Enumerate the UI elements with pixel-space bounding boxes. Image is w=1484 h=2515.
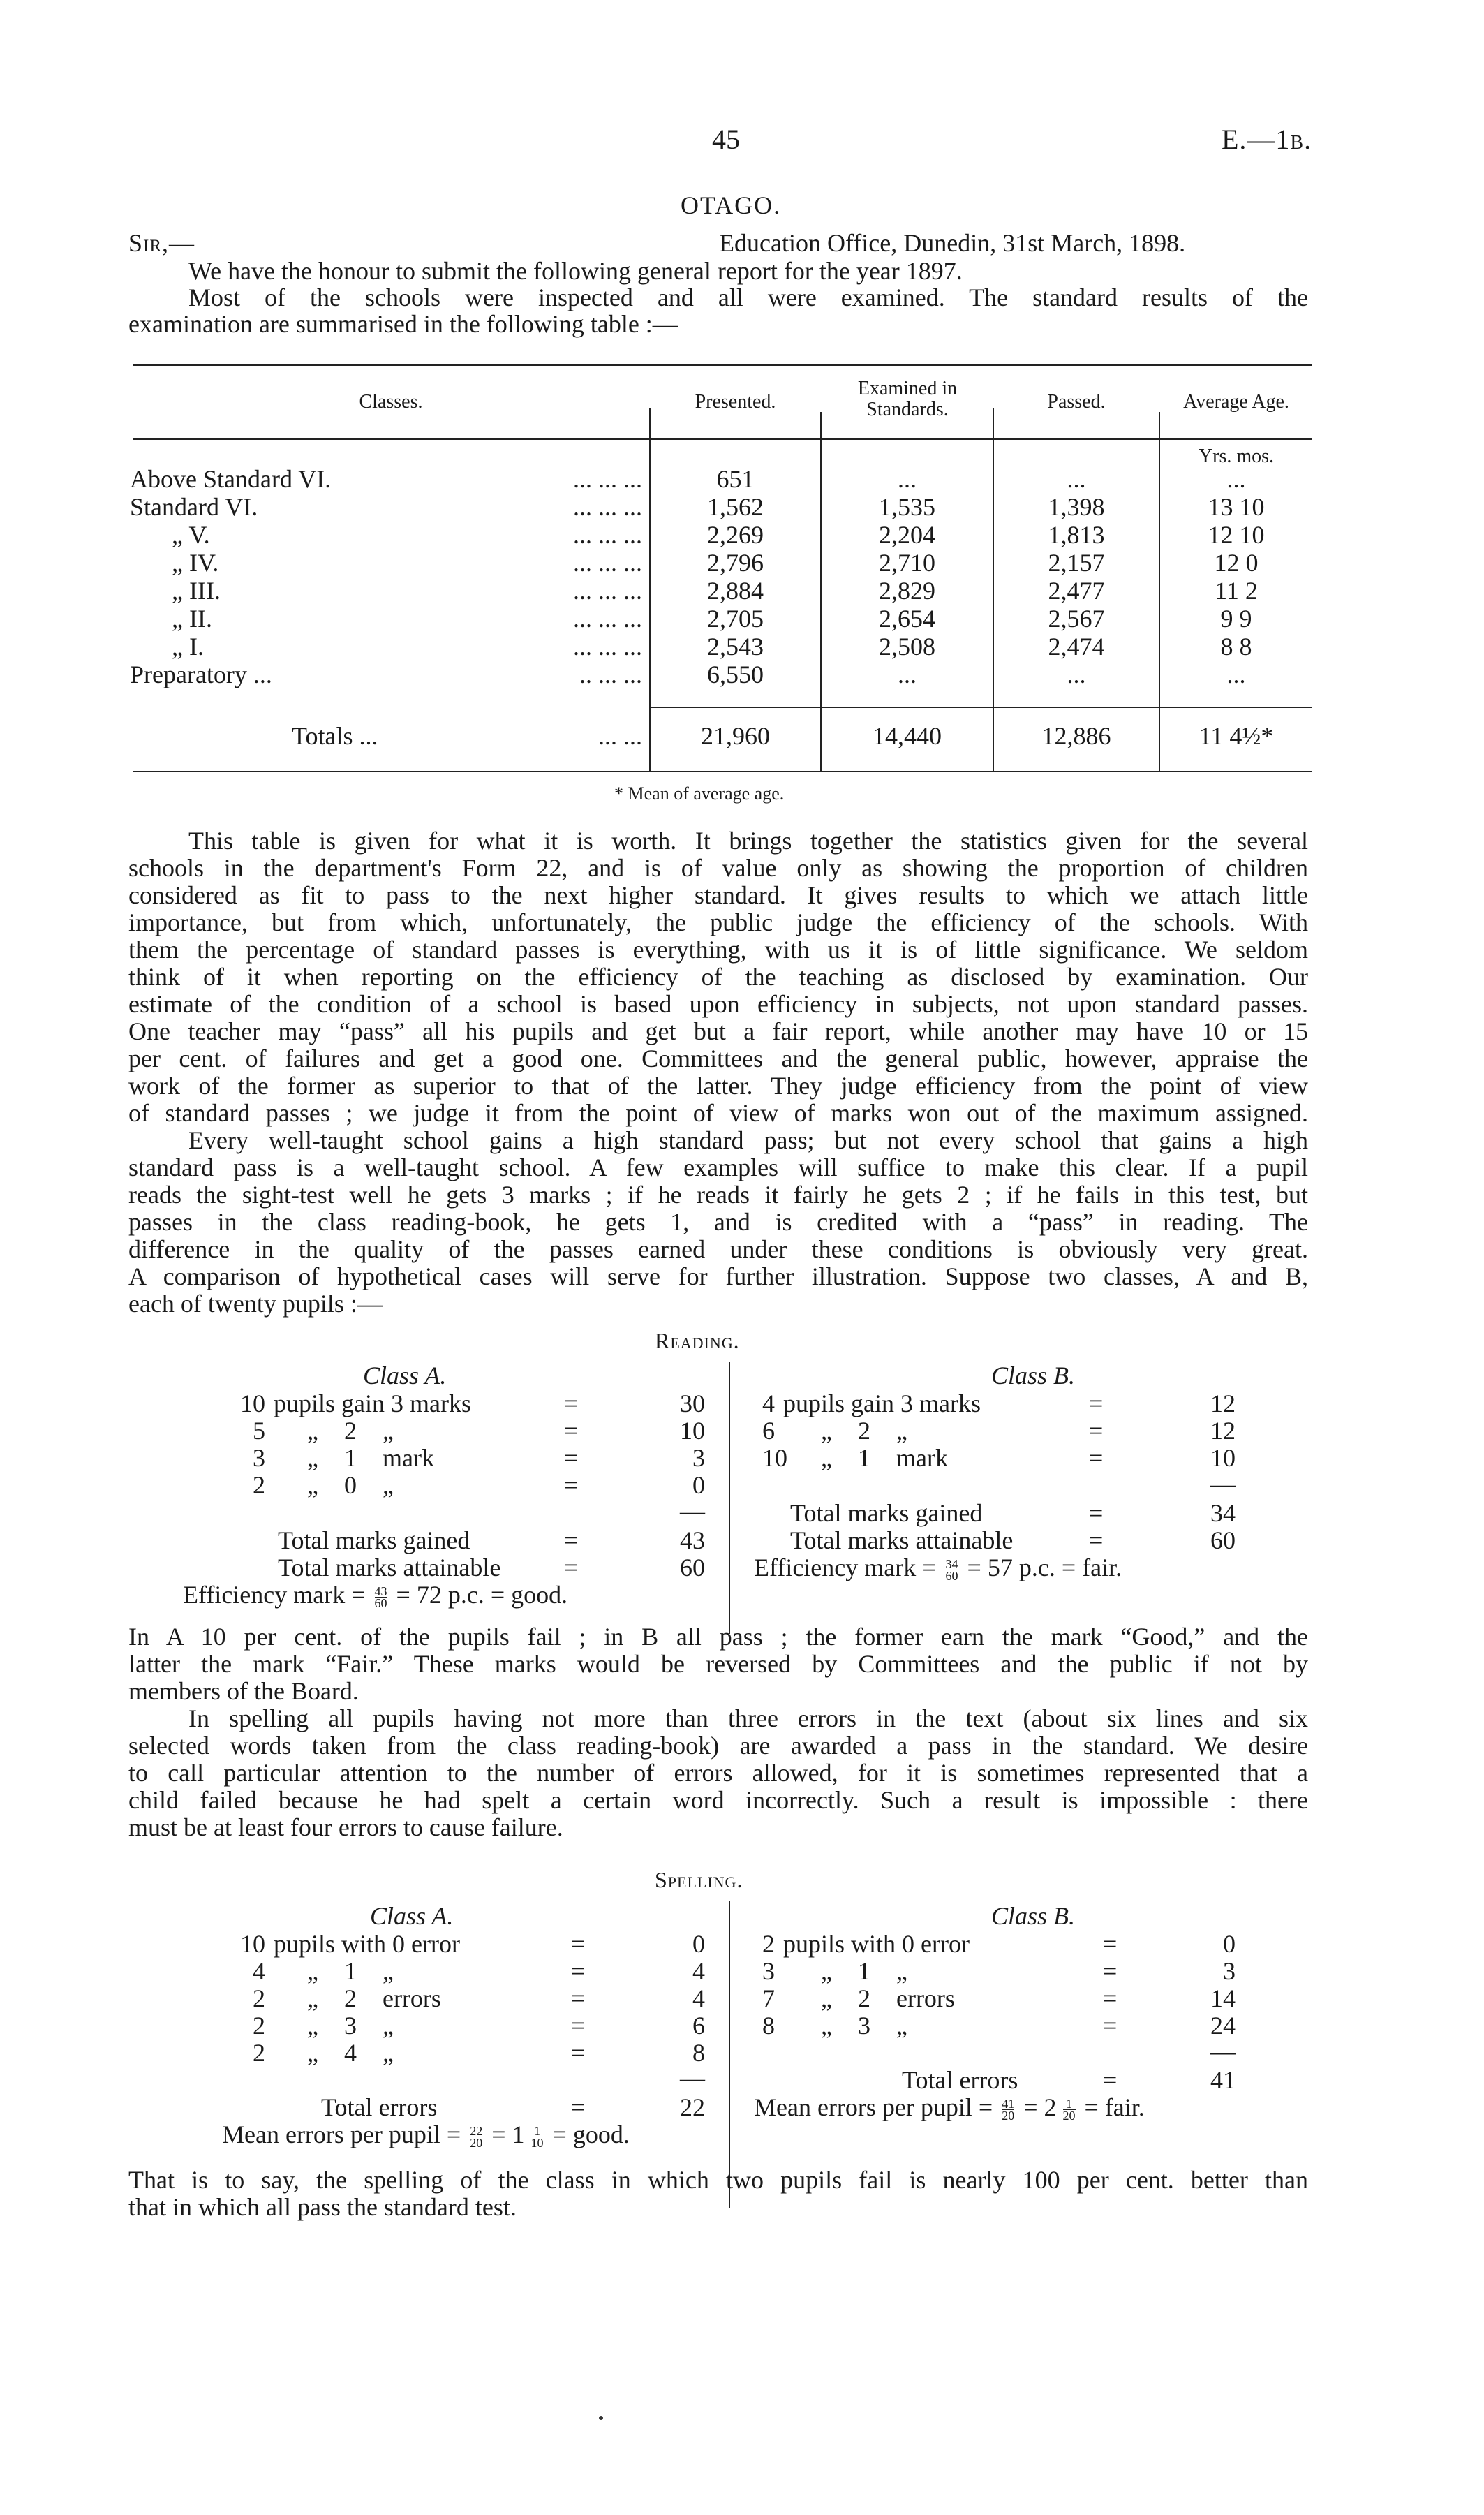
label: Total errors	[321, 2093, 438, 2121]
intro-line: Most of the schools were inspected and all were examined. The standard results of the	[188, 283, 1308, 311]
denominator: 20	[470, 2136, 483, 2151]
leader-dots: ... ... ...	[573, 465, 642, 493]
count: 3	[762, 1957, 775, 1985]
age-value: ...	[1226, 661, 1246, 688]
label: Total marks attainable	[790, 1526, 1014, 1554]
text-line: difference in the quality of the passes earned under these conditions is obviously very great.	[128, 1235, 1308, 1263]
label: Total marks gained	[790, 1499, 983, 1527]
sum-rule: —	[680, 1497, 705, 1525]
value: 8	[692, 2039, 705, 2067]
count: 2	[253, 1471, 265, 1499]
leader-dots: ... ... ...	[573, 521, 642, 549]
text-line: that in which all pass the standard test.	[128, 2193, 517, 2221]
denominator: 20	[1062, 2109, 1076, 2123]
class-name: Standard VI.	[130, 493, 258, 521]
fraction	[375, 1586, 387, 1609]
value: 0	[1223, 1930, 1236, 1958]
passed-value: 2,157	[1048, 549, 1105, 577]
value: 4	[692, 1957, 705, 1985]
count: 2	[762, 1930, 775, 1958]
description: pupils with 0 error	[274, 1930, 460, 1958]
description: pupils gain 3 marks	[274, 1389, 471, 1417]
fraction	[470, 2124, 483, 2151]
spelling-a-mean	[222, 2121, 630, 2151]
denominator: 10	[530, 2136, 544, 2151]
examined-value: 1,535	[879, 493, 935, 521]
equals: =	[1089, 1389, 1104, 1417]
text-line: passes in the class reading-book, he gets 1, and is credited with a “pass” in reading. The	[128, 1208, 1308, 1236]
value: 3	[1223, 1957, 1236, 1985]
value: 4	[692, 1984, 705, 2012]
passed-value: ...	[1067, 661, 1086, 688]
equals: =	[1089, 1417, 1104, 1445]
reading-a-efficiency	[183, 1582, 567, 1609]
total-presented: 21,960	[701, 722, 770, 750]
label: Efficiency mark =	[183, 1581, 366, 1609]
count: 6	[762, 1417, 775, 1445]
text-line: of standard passes ; we judge it from the point of view of marks won out of the maximum assigned.	[128, 1099, 1308, 1127]
value: 10	[680, 1417, 705, 1445]
age-value: 12 10	[1208, 521, 1265, 549]
count: 8	[762, 2012, 775, 2040]
section-title: OTAGO.	[681, 191, 782, 219]
value: 14	[1210, 1984, 1236, 2012]
value: 41	[1210, 2066, 1236, 2094]
examined-value: ...	[898, 465, 917, 493]
description: „ 1 „	[821, 1957, 907, 1985]
result: = fair.	[1084, 2093, 1145, 2121]
equals: =	[1089, 1526, 1104, 1554]
description: „ 3 „	[821, 2012, 907, 2040]
table-top-rule	[133, 364, 1312, 366]
totals-label: Totals ...	[292, 722, 378, 750]
sum-rule: —	[1210, 1470, 1236, 1498]
numerator: 41	[1002, 2097, 1015, 2111]
presented-value: 2,796	[707, 549, 764, 577]
equals: =	[571, 1957, 586, 1985]
equals: =	[571, 1984, 586, 2012]
col-header-classes: Classes.	[359, 391, 423, 413]
class-name: „ II.	[172, 605, 212, 633]
table-footnote: * Mean of average age.	[614, 783, 785, 804]
presented-value: 651	[716, 465, 755, 493]
passed-value: 1,813	[1048, 521, 1105, 549]
presented-value: 2,269	[707, 521, 764, 549]
class-name: „ III.	[172, 577, 221, 605]
total-examined: 14,440	[873, 722, 942, 750]
value: 6	[692, 2012, 705, 2040]
text-line: standard pass is a well-taught school. A few examples will suffice to make this clear. If a pupil	[128, 1153, 1308, 1181]
equals: =	[571, 2039, 586, 2067]
presented-value: 6,550	[707, 661, 764, 688]
text-line: each of twenty pupils :—	[128, 1290, 383, 1318]
label: Total errors	[902, 2066, 1018, 2094]
description: „ 4 „	[307, 2039, 394, 2067]
fraction	[530, 2124, 544, 2151]
class-b-title: Class B.	[991, 1902, 1076, 1930]
description: „ 1 „	[307, 1957, 394, 1985]
table-bottom-rule	[133, 771, 1312, 772]
presented-value: 2,884	[707, 577, 764, 605]
equals: =	[1103, 2066, 1118, 2094]
reading-b-efficiency	[754, 1554, 1122, 1584]
passed-value: 2,567	[1048, 605, 1105, 633]
equals: =	[1103, 1930, 1118, 1958]
value: 0	[692, 1930, 705, 1958]
column-divider	[729, 1362, 730, 1634]
value: 43	[680, 1526, 705, 1554]
age-units: Yrs. mos.	[1198, 445, 1275, 467]
value: 34	[1210, 1499, 1236, 1527]
table-header-rule	[133, 438, 1312, 440]
text-line: That is to say, the spelling of the class in which two pupils fail is nearly 100 per cent. better than	[128, 2166, 1308, 2194]
equals: =	[564, 1526, 579, 1554]
passed-value: 1,398	[1048, 493, 1105, 521]
examined-value: 2,508	[879, 633, 935, 661]
col-header-average-age: Average Age.	[1183, 391, 1289, 413]
intro-line: examination are summarised in the following table :—	[128, 310, 678, 338]
age-value: ...	[1226, 465, 1246, 493]
denominator: 20	[1002, 2109, 1015, 2123]
text-line: child failed because he had spelt a certain word incorrectly. Such a result is impossible : there	[128, 1786, 1308, 1814]
text-line: schools in the department's Form 22, and is of value only as showing the proportion of children	[128, 854, 1308, 882]
col-header-examined: Examined in Standards.	[857, 378, 958, 420]
numerator: 1	[1063, 2098, 1076, 2110]
description: „ 2 „	[307, 1417, 394, 1445]
text-line: members of the Board.	[128, 1677, 359, 1705]
class-name: Preparatory ...	[130, 661, 272, 688]
fraction	[1063, 2098, 1076, 2121]
examined-value: 2,829	[879, 577, 935, 605]
description: „ 3 „	[307, 2012, 394, 2040]
description: pupils gain 3 marks	[783, 1389, 981, 1417]
count: 3	[253, 1444, 265, 1472]
value: 24	[1210, 2012, 1236, 2040]
leader-dots: ... ... ...	[573, 633, 642, 661]
fraction	[945, 1557, 958, 1584]
age-value: 12 0	[1214, 549, 1259, 577]
description: „ 1 mark	[307, 1444, 434, 1472]
age-value: 8 8	[1220, 633, 1252, 661]
class-name: „ IV.	[172, 549, 219, 577]
leader-dots: ... ... ...	[573, 549, 642, 577]
equals: =	[1089, 1499, 1104, 1527]
page-number: 45	[712, 124, 740, 155]
value: 12	[1210, 1389, 1236, 1417]
reading-heading: Reading.	[655, 1328, 740, 1353]
intro-line: We have the honour to submit the following general report for the year 1897.	[188, 257, 963, 285]
text-line: In spelling all pupils having not more than three errors in the text (about six lines and six	[188, 1704, 1308, 1732]
denominator: 60	[374, 1596, 387, 1611]
count: 10	[240, 1389, 265, 1417]
col-header-passed: Passed.	[1047, 391, 1106, 413]
description: „ 1 mark	[821, 1444, 948, 1472]
numerator: 34	[945, 1557, 958, 1572]
passed-value: 2,477	[1048, 577, 1105, 605]
passed-value: 2,474	[1048, 633, 1105, 661]
class-b-title: Class B.	[991, 1362, 1076, 1389]
description: „ 2 „	[821, 1417, 907, 1445]
examined-value: 2,654	[879, 605, 935, 633]
label: Total marks attainable	[278, 1554, 501, 1581]
equals: =	[571, 2093, 586, 2121]
description: „ 2 errors	[821, 1984, 955, 2012]
total-passed: 12,886	[1041, 722, 1111, 750]
presented-value: 1,562	[707, 493, 764, 521]
age-value: 11 2	[1215, 577, 1258, 605]
text-line: Every well-taught school gains a high standard pass; but not every school that gains a high	[188, 1126, 1308, 1154]
count: 5	[253, 1417, 265, 1445]
col-header-presented: Presented.	[695, 391, 776, 413]
document-reference: E.—1b.	[1222, 124, 1312, 155]
equals: =	[564, 1471, 579, 1499]
total-age: 11 4½*	[1199, 722, 1274, 750]
text-line: must be at least four errors to cause failure.	[128, 1813, 563, 1841]
mixed-number: = 1	[491, 2121, 525, 2148]
value: 30	[680, 1389, 705, 1417]
text-line: This table is given for what it is worth. It brings together the statistics given for the several	[188, 827, 1308, 855]
text-line: think of it when reporting on the efficiency of the teaching as disclosed by examination. Our	[128, 963, 1308, 991]
label: Mean errors per pupil =	[754, 2093, 993, 2121]
text-line: In A 10 per cent. of the pupils fail ; in B all pass ; the former earn the mark “Good,” and the	[128, 1623, 1308, 1651]
description: pupils with 0 error	[783, 1930, 970, 1958]
leader-dots: ... ...	[598, 722, 642, 750]
text-line: reads the sight-test well he gets 3 marks ; if he reads it fairly he gets 2 ; if he fails in this test, but	[128, 1181, 1308, 1209]
age-value: 13 10	[1208, 493, 1265, 521]
label: Efficiency mark =	[754, 1554, 937, 1581]
equals: =	[1103, 1957, 1118, 1985]
presented-value: 2,705	[707, 605, 764, 633]
value: 3	[692, 1444, 705, 1472]
count: 2	[253, 2039, 265, 2067]
class-name: „ I.	[172, 633, 204, 661]
dateline: Education Office, Dunedin, 31st March, 1898.	[719, 229, 1186, 257]
equals: =	[564, 1554, 579, 1581]
equals: =	[564, 1444, 579, 1472]
text-line: selected words taken from the class reading-book) are awarded a pass in the standard. We desire	[128, 1732, 1308, 1760]
presented-value: 2,543	[707, 633, 764, 661]
denominator: 60	[945, 1569, 958, 1584]
mixed-number: = 2	[1023, 2093, 1057, 2121]
count: 10	[762, 1444, 787, 1472]
class-a-title: Class A.	[370, 1902, 454, 1930]
value: 60	[1210, 1526, 1236, 1554]
result: = good.	[552, 2121, 630, 2148]
leader-dots: .. ... ...	[579, 661, 642, 688]
count: 10	[240, 1930, 265, 1958]
equals: =	[1103, 1984, 1118, 2012]
passed-value: ...	[1067, 465, 1086, 493]
class-a-title: Class A.	[363, 1362, 447, 1389]
numerator: 22	[470, 2124, 483, 2139]
text-line: A comparison of hypothetical cases will serve for further illustration. Suppose two classes, A and B,	[128, 1262, 1308, 1290]
fraction	[1002, 2098, 1014, 2121]
value: 0	[692, 1471, 705, 1499]
equals: =	[564, 1417, 579, 1445]
leader-dots: ... ... ...	[573, 577, 642, 605]
numerator: 1	[531, 2125, 544, 2137]
leader-dots: ... ... ...	[573, 493, 642, 521]
count: 4	[762, 1389, 775, 1417]
text-line: them the percentage of standard passes is everything, with us it is of little significance. We seldom	[128, 936, 1308, 964]
value: 60	[680, 1554, 705, 1581]
result: = 57 p.c. = fair.	[967, 1554, 1122, 1581]
table-totals-rule	[649, 707, 1312, 708]
equals: =	[571, 1930, 586, 1958]
label: Mean errors per pupil =	[222, 2121, 461, 2148]
value: 22	[680, 2093, 705, 2121]
text-line: work of the former as superior to that of the latter. They judge efficiency from the point of view	[128, 1072, 1308, 1100]
text-line: latter the mark “Fair.” These marks would be reversed by Committees and the public if not by	[128, 1650, 1308, 1678]
equals: =	[1089, 1444, 1104, 1472]
spelling-heading: Spelling.	[655, 1867, 743, 1892]
value: 12	[1210, 1417, 1236, 1445]
sum-rule: —	[680, 2064, 705, 2092]
class-name: „ V.	[172, 521, 210, 549]
description: „ 2 errors	[307, 1984, 441, 2012]
text-line: to call particular attention to the number of errors allowed, for it is sometimes represented that a	[128, 1759, 1308, 1787]
text-line: One teacher may “pass” all his pupils and get but a fair report, while another may have 10 or 15	[128, 1017, 1308, 1045]
age-value: 9 9	[1220, 605, 1252, 633]
leader-dots: ... ... ...	[573, 605, 642, 633]
value: 10	[1210, 1444, 1236, 1472]
description: „ 0 „	[307, 1471, 394, 1499]
label: Total marks gained	[278, 1526, 470, 1554]
text-line: estimate of the condition of a school is based upon efficiency in subjects, not upon standard passes.	[128, 990, 1308, 1018]
numerator: 43	[374, 1584, 387, 1599]
examined-value: 2,710	[879, 549, 935, 577]
count: 4	[253, 1957, 265, 1985]
equals: =	[1103, 2012, 1118, 2040]
column-divider	[729, 1901, 730, 2208]
class-name: Above Standard VI.	[130, 465, 332, 493]
spelling-b-mean	[754, 2095, 1145, 2121]
count: 7	[762, 1984, 775, 2012]
count: 2	[253, 2012, 265, 2040]
print-mark	[599, 2416, 603, 2420]
examined-value: ...	[898, 661, 917, 688]
count: 2	[253, 1984, 265, 2012]
examined-value: 2,204	[879, 521, 935, 549]
salutation: Sir,—	[128, 229, 195, 257]
equals: =	[571, 2012, 586, 2040]
text-line: per cent. of failures and get a good one. Committees and the general public, however, appraise the	[128, 1045, 1308, 1072]
text-line: considered as fit to pass to the next higher standard. It gives results to which we attach little	[128, 881, 1308, 909]
text-line: importance, but from which, unfortunately, the public judge the efficiency of the schools. With	[128, 908, 1308, 936]
result: = 72 p.c. = good.	[396, 1581, 568, 1609]
equals: =	[564, 1389, 579, 1417]
sum-rule: —	[1210, 2037, 1236, 2065]
